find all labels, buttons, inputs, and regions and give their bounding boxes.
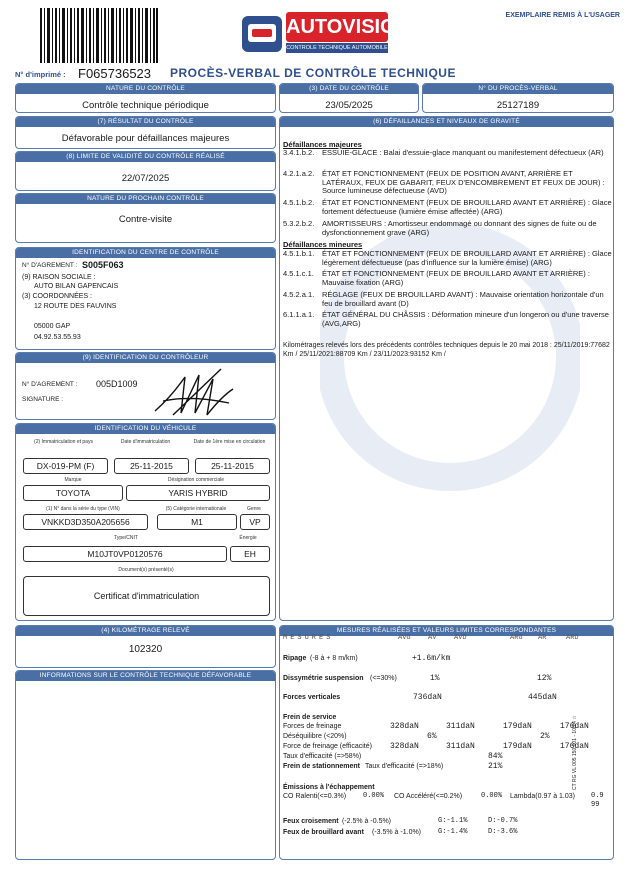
barcode bbox=[40, 8, 158, 63]
forces-ar: 445daN bbox=[528, 693, 557, 702]
info-defavorable-header: INFORMATIONS SUR LE CONTRÔLE TECHNIQUE DÉFAVORABLE bbox=[16, 671, 275, 681]
stationnement-value: 21% bbox=[488, 762, 503, 771]
immat-value: DX-019-PM (F) bbox=[23, 458, 108, 474]
genre-value: VP bbox=[240, 514, 270, 530]
validity-header: (8) LIMITE DE VALIDITÉ DU CONTRÔLE RÉALISÉ bbox=[16, 152, 275, 162]
controller-agrement-value: 005D1009 bbox=[96, 379, 138, 389]
frein-forces-label: Forces de freinage bbox=[283, 723, 342, 730]
next-control-value: Contre-visite bbox=[118, 214, 173, 225]
frein-force-avd: 311daN bbox=[446, 722, 475, 731]
copy-label: EXEMPLAIRE REMIS À L'USAGER bbox=[505, 12, 620, 19]
frein-eff-avd: 311daN bbox=[446, 742, 475, 751]
co-accel-value: 0.00% bbox=[481, 792, 503, 800]
defect-text: ESSUIE-GLACE : Balai d'essuie-glace manquant ou manifestement défectueux (AR) bbox=[322, 148, 604, 157]
frein-force-arg: 179daN bbox=[503, 722, 532, 731]
result-box bbox=[15, 116, 276, 149]
frein-title: Frein de service bbox=[283, 714, 337, 721]
docs-label: Document(s) présenté(s) bbox=[118, 567, 174, 573]
frein-force-ard: 176daN bbox=[560, 722, 589, 731]
defect-code: 4.5.1.b.2. bbox=[283, 198, 315, 207]
marque-value: TOYOTA bbox=[23, 485, 123, 501]
cat-value: M1 bbox=[157, 514, 237, 530]
center-coord-label: (3) COORDONNÉES : bbox=[22, 293, 93, 300]
type-label: Type/CNIT bbox=[114, 535, 138, 541]
result-header: (7) RÉSULTAT DU CONTRÔLE bbox=[16, 117, 275, 127]
brand-subtitle: CONTROLE TECHNIQUE AUTOMOBILE bbox=[286, 45, 388, 51]
energie-label: Énergie bbox=[239, 535, 257, 541]
col-mesures: MESURES bbox=[283, 634, 334, 642]
defect-code: 6.1.1.a.1. bbox=[283, 310, 315, 319]
ripage-label: Ripage bbox=[283, 655, 307, 662]
km-history: Kilométrages relevés lors des précédents contrôles techniques depuis le 20 mai 2018 : 25/11/2019:77682 Km / 25/11/2021:88709 Km / 23/11/2023:93152 Km / bbox=[283, 342, 610, 358]
major-title: Défaillances majeures bbox=[283, 140, 362, 149]
signature-label: SIGNATURE : bbox=[22, 396, 64, 403]
defect-text: ÉTAT ET FONCTIONNEMENT (FEUX DE BROUILLARD AVANT ET ARRIÈRE) : Glace légèrement défectueuse (pas d'influence sur la lumière émise) (ARG) bbox=[322, 249, 612, 267]
stationnement-label: Frein de stationnement bbox=[283, 763, 361, 770]
center-agrement-label: N° D'AGREMENT : bbox=[22, 262, 78, 269]
frein-eff-arg: 179daN bbox=[503, 742, 532, 751]
next-control-box bbox=[15, 193, 276, 243]
defect-text: ÉTAT ET FONCTIONNEMENT (FEUX DE POSITION AVANT, ARRIÈRE ET LATÉRAUX, FEUX DE GABARIT, FEUX D'ENCOMBREMENT ET FEUX DE JOUR) : Source lumineuse défectueuse (AVD) bbox=[322, 169, 605, 195]
co-accel-label: CO Accéléré(<=0.2%) bbox=[394, 793, 463, 800]
controller-header: (9) IDENTIFICATION DU CONTRÔLEUR bbox=[16, 353, 275, 363]
print-number: F065736523 bbox=[78, 66, 152, 81]
pv-value: 25127189 bbox=[496, 100, 540, 111]
defect-text: AMORTISSEURS : Amortisseur endommagé ou donnant des signes de fuite ou de dysfonctionnement grave (ARG) bbox=[322, 219, 597, 237]
brouillard-d: D:-3.6% bbox=[488, 828, 518, 836]
croisement-d: D:-0.7% bbox=[488, 817, 518, 825]
frein-eff-avg: 328daN bbox=[390, 742, 419, 751]
co-ralenti-label: CO Ralenti(<=0.3%) bbox=[283, 793, 347, 800]
brouillard-label: Feux de brouillard avant bbox=[283, 829, 364, 836]
taux-label: Taux d'efficacité (=>58%) bbox=[283, 753, 362, 760]
forces-label: Forces verticales bbox=[283, 694, 341, 701]
croisement-g: G:-1.1% bbox=[438, 817, 468, 825]
defects-header: (6) DÉFAILLANCES ET NIVEAUX DE GRAVITÉ bbox=[280, 117, 613, 127]
center-phone: 04.92.53.55.93 bbox=[34, 334, 81, 341]
col-av: AV bbox=[428, 634, 437, 642]
lambda-value-2: 99 bbox=[591, 801, 600, 809]
forces-av: 736daN bbox=[413, 693, 442, 702]
dissym-limit: (<=30%) bbox=[370, 675, 397, 682]
vin-label: (1) N° dans la série du type (VIN) bbox=[46, 506, 120, 512]
frein-eff-label: Force de freinage (efficacité) bbox=[283, 743, 372, 750]
date-box bbox=[279, 83, 419, 113]
dissym-ar: 12% bbox=[537, 674, 552, 683]
brouillard-limit: (-3.5% à -1.0%) bbox=[372, 829, 422, 836]
center-box bbox=[15, 247, 276, 350]
date-value: 23/05/2025 bbox=[325, 100, 373, 111]
car-logo-icon bbox=[240, 12, 284, 56]
design-value: YARIS HYBRID bbox=[126, 485, 270, 501]
brand-name: AUTOVISION bbox=[286, 12, 388, 42]
measures-header: MESURES RÉALISÉES ET VALEURS LIMITES CORRESPONDANTES bbox=[280, 626, 613, 636]
taux-value: 84% bbox=[488, 752, 503, 761]
center-header: IDENTIFICATION DU CENTRE DE CONTRÔLE bbox=[16, 248, 275, 258]
col-ard: ARD bbox=[566, 634, 579, 642]
emissions-title: Émissions à l'échappement bbox=[283, 784, 375, 791]
pv-box bbox=[422, 83, 614, 113]
controller-box bbox=[15, 352, 276, 420]
date-circ-label: Date de 1ère mise en circulation bbox=[193, 439, 266, 445]
center-agrement-value: S005F063 bbox=[82, 260, 124, 270]
lambda-label: Lambda(0.97 à 1.03) bbox=[510, 793, 575, 800]
deseq-label: Déséquilibre (<20%) bbox=[283, 733, 347, 740]
date-immat-label: Date d'immatriculation bbox=[120, 439, 171, 445]
dissym-av: 1% bbox=[430, 674, 440, 683]
autovision-logo bbox=[240, 12, 411, 56]
document-title: PROCÈS-VERBAL DE CONTRÔLE TECHNIQUE bbox=[170, 66, 456, 80]
km-header: (4) KILOMÉTRAGE RELEVÉ bbox=[16, 626, 275, 636]
defect-text: RÉGLAGE (FEUX DE BROUILLARD AVANT) : Mauvaise orientation horizontale d'un feu de brouillard avant (D) bbox=[322, 290, 604, 308]
info-defavorable-box bbox=[15, 670, 276, 860]
frein-force-avg: 328daN bbox=[390, 722, 419, 731]
frein-eff-ard: 176daN bbox=[560, 742, 589, 751]
validity-value: 22/07/2025 bbox=[121, 173, 170, 184]
brouillard-g: G:-1.4% bbox=[438, 828, 468, 836]
print-number-label: N° d'imprimé : bbox=[15, 70, 66, 79]
ripage-limit: (-8 à + 8 m/km) bbox=[310, 655, 358, 662]
defect-text: ÉTAT ET FONCTIONNEMENT (FEUX DE BROUILLARD AVANT ET ARRIÈRE) : Mauvaise fixation (ARG) bbox=[322, 269, 590, 287]
croisement-limit: (-2.5% à -0.5%) bbox=[342, 818, 392, 825]
lambda-value: 0.9 bbox=[591, 792, 604, 800]
nature-header: NATURE DU CONTRÔLE bbox=[16, 84, 275, 94]
defect-text: ÉTAT ET FONCTIONNEMENT (FEUX DE BROUILLARD AVANT ET ARRIÈRE) : Glace fortement défectueuse (lumière émise affectée) (ARG) bbox=[322, 198, 612, 216]
defect-code: 4.5.2.a.1. bbox=[283, 290, 315, 299]
signature-scribble bbox=[151, 367, 241, 419]
center-address: 12 ROUTE DES FAUVINS bbox=[34, 303, 117, 310]
center-city: 05000 GAP bbox=[34, 323, 71, 330]
pv-header: N° DU PROCÈS-VERBAL bbox=[423, 84, 613, 94]
next-control-header: NATURE DU PROCHAIN CONTRÔLE bbox=[16, 194, 275, 204]
vehicle-header: IDENTIFICATION DU VÉHICULE bbox=[16, 424, 275, 434]
km-value: 102320 bbox=[128, 644, 163, 655]
vehicle-box bbox=[15, 423, 276, 621]
marque-label: Marque bbox=[64, 477, 82, 483]
validity-box bbox=[15, 151, 276, 191]
defect-text: ÉTAT GÉNÉRAL DU CHÂSSIS : Déformation mineure d'un longeron ou d'une traverse (AVG,ARG) bbox=[322, 310, 609, 328]
result-value: Défavorable pour défaillances majeures bbox=[61, 133, 230, 144]
side-reference: CT RG VL 005 150 001 - 10/24 ☆ bbox=[572, 715, 578, 790]
dissym-label: Dissymétrie suspension bbox=[283, 675, 364, 682]
design-label: Désignation commerciale bbox=[167, 477, 225, 483]
date-circ-value: 25-11-2015 bbox=[195, 458, 270, 474]
croisement-label: Feux croisement bbox=[283, 818, 339, 825]
col-arg: ARG bbox=[510, 634, 523, 642]
docs-value: Certificat d'immatriculation bbox=[23, 576, 270, 616]
co-ralenti-value: 0.00% bbox=[363, 792, 385, 800]
nature-value: Contrôle technique périodique bbox=[82, 100, 209, 111]
deseq-ar: 2% bbox=[540, 732, 550, 741]
col-avg: AVG bbox=[398, 634, 411, 642]
center-raison-value: AUTO BILAN GAPENCAIS bbox=[34, 283, 119, 290]
col-avd: AVD bbox=[454, 634, 467, 642]
immat-label: (2) Immatriculation et pays bbox=[34, 439, 93, 445]
minor-title: Défaillances mineures bbox=[283, 240, 363, 249]
defect-code: 4.5.1.b.1. bbox=[283, 249, 315, 258]
deseq-av: 6% bbox=[427, 732, 437, 741]
genre-label: Genre bbox=[247, 506, 261, 512]
nature-box bbox=[15, 83, 276, 113]
energie-value: EH bbox=[230, 546, 270, 562]
defect-code: 3.4.1.b.2. bbox=[283, 148, 315, 157]
type-value: M10JT0VP0120576 bbox=[23, 546, 227, 562]
center-raison-label: (9) RAISON SOCIALE : bbox=[22, 274, 96, 281]
cat-label: (5) Catégorie internationale bbox=[165, 506, 227, 512]
col-ar: AR bbox=[538, 634, 547, 642]
ripage-value: +1.6m/km bbox=[412, 654, 451, 663]
defect-code: 4.5.1.c.1. bbox=[283, 269, 314, 278]
defect-code: 4.2.1.a.2. bbox=[283, 169, 315, 178]
controller-agrement-label: N° D'AGREMENT : bbox=[22, 381, 78, 388]
stationnement-limit: Taux d'efficacité (=>18%) bbox=[365, 763, 444, 770]
vin-value: VNKKD3D350A205656 bbox=[23, 514, 148, 530]
defect-code: 5.3.2.b.2. bbox=[283, 219, 315, 228]
km-box bbox=[15, 625, 276, 668]
date-header: (3) DATE DU CONTRÔLE bbox=[280, 84, 418, 94]
date-immat-value: 25-11-2015 bbox=[114, 458, 189, 474]
